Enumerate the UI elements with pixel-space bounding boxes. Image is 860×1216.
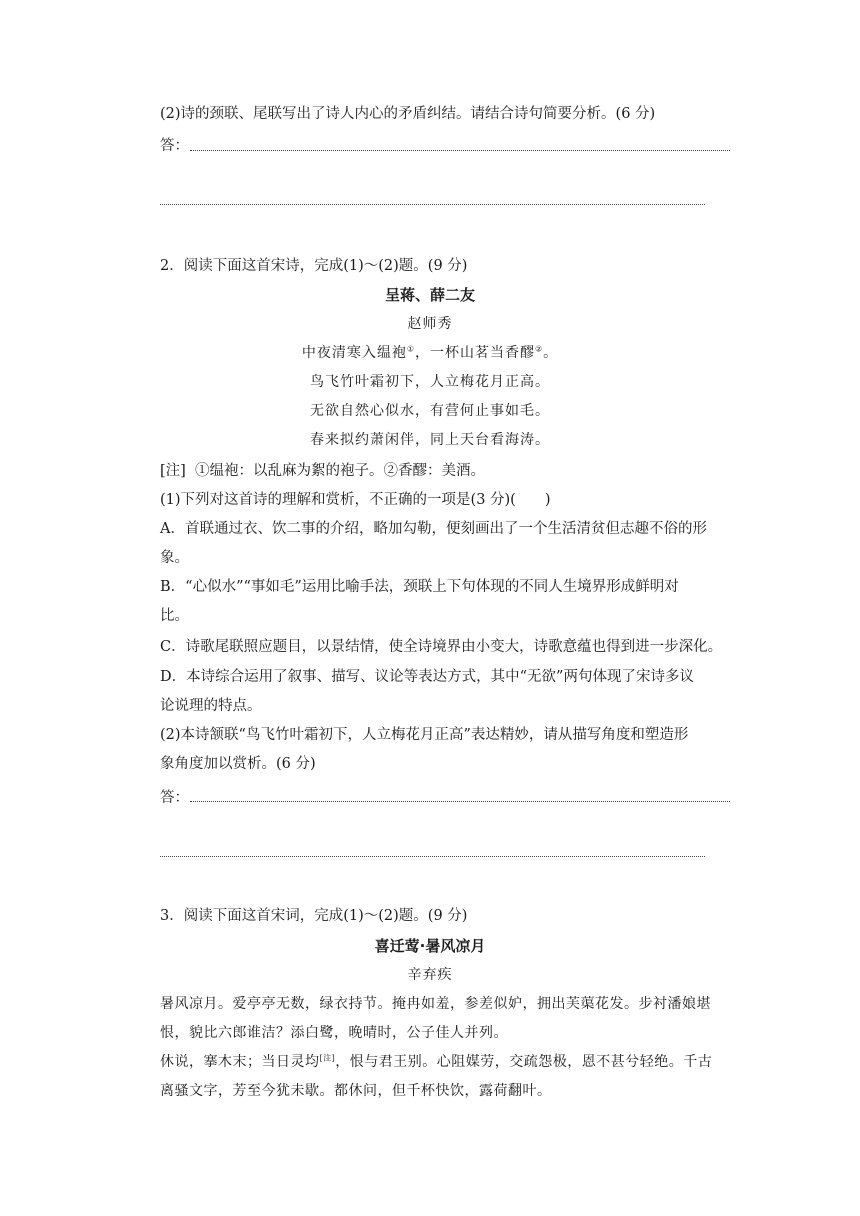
q1-part2: (2)诗的颈联、尾联写出了诗人内心的矛盾纠结。请结合诗句简要分析。(6 分): [160, 106, 656, 122]
q3-paragraph-1-line-1: 暑风凉月。爱亭亭无数，绿衣持节。掩冉如羞，参差似妒，拥出芙蕖花发。步衬潘娘堪: [160, 996, 711, 1012]
q2-option-a-line-1: A．首联通过衣、饮二事的介绍，略加勾勒，便刻画出了一个生活清贫但志趣不俗的形: [160, 521, 707, 537]
q3-poem-title: 喜迁莺·暑风凉月: [374, 937, 486, 955]
q2-part2-line-2: 象角度加以赏析。(6 分): [160, 756, 316, 772]
q3-stem: 3．阅读下面这首宋词，完成(1)～(2)题。(9 分): [160, 908, 468, 924]
q3-paragraph-2-line-2: 离骚文字，芳至今犹未歇。都休问，但千杯快饮，露荷翻叶。: [160, 1083, 552, 1099]
q3-note-mark: [注]: [319, 1053, 336, 1063]
q1-answer-line-2[interactable]: [160, 204, 705, 205]
q2-poem-author: 赵师秀: [407, 316, 453, 332]
q2-option-a-line-2: 象。: [160, 550, 189, 566]
q2-answer-label: 答：: [160, 790, 189, 806]
q2-poem-line-2: 鸟飞竹叶霜初下，人立梅花月正高。: [310, 374, 550, 390]
q2-option-b-line-2: 比。: [160, 608, 189, 624]
q2-option-c: C．诗歌尾联照应题目，以景结情，使全诗境界由小变大，诗歌意蕴也得到进一步深化。: [160, 639, 723, 655]
q3-poem-author: 辛弃疾: [407, 967, 453, 983]
q2-part1: (1)下列对这首诗的理解和赏析，不正确的一项是(3 分)( ): [160, 492, 551, 508]
q2-poem-title: 呈蒋、薛二友: [384, 286, 475, 304]
q2-note-text: ①缊袍：以乱麻为絮的袍子。②香醪：美酒。: [195, 463, 486, 479]
q3-paragraph-2-line-1: 休说，搴木末；当日灵均[注]，恨与君王别。心阻媒劳，交疏怨极，恩不甚兮轻绝。千古: [160, 1053, 713, 1070]
q2-option-d-line-1: D．本诗综合运用了叙事、描写、议论等表达方式，其中“无欲”两句体现了宋诗多议: [160, 669, 694, 685]
q2-option-b-line-1: B．“心似水”“事如毛”运用比喻手法，颈联上下句体现的不同人生境界形成鲜明对: [160, 579, 679, 595]
q2-answer-line-1[interactable]: [190, 801, 730, 802]
q2-answer-line-2[interactable]: [160, 856, 705, 857]
q1-answer-label: 答：: [160, 138, 189, 154]
q2-poem-line-3: 无欲自然心似水，有营何止事如毛。: [310, 403, 550, 419]
q2-note-label: [注]: [160, 463, 186, 479]
q2-option-d-line-2: 论说理的特点。: [160, 698, 262, 714]
q2-poem-line-1: 中夜清寒入缊袍①，一杯山茗当香醪②。: [301, 344, 559, 361]
q2-stem: 2．阅读下面这首宋诗，完成(1)～(2)题。(9 分): [160, 258, 468, 274]
q3-paragraph-1-line-2: 恨，貌比六郎谁洁？添白鹭，晚晴时，公子佳人并列。: [160, 1025, 508, 1041]
q2-poem-line-4: 春来拟约萧闲伴，同上天台看海涛。: [310, 432, 550, 448]
q1-answer-line-1[interactable]: [190, 150, 730, 151]
q2-part2-line-1: (2)本诗颔联“鸟飞竹叶霜初下，人立梅花月正高”表达精妙，请从描写角度和塑造形: [160, 727, 689, 743]
q2-note: [160, 461, 485, 481]
